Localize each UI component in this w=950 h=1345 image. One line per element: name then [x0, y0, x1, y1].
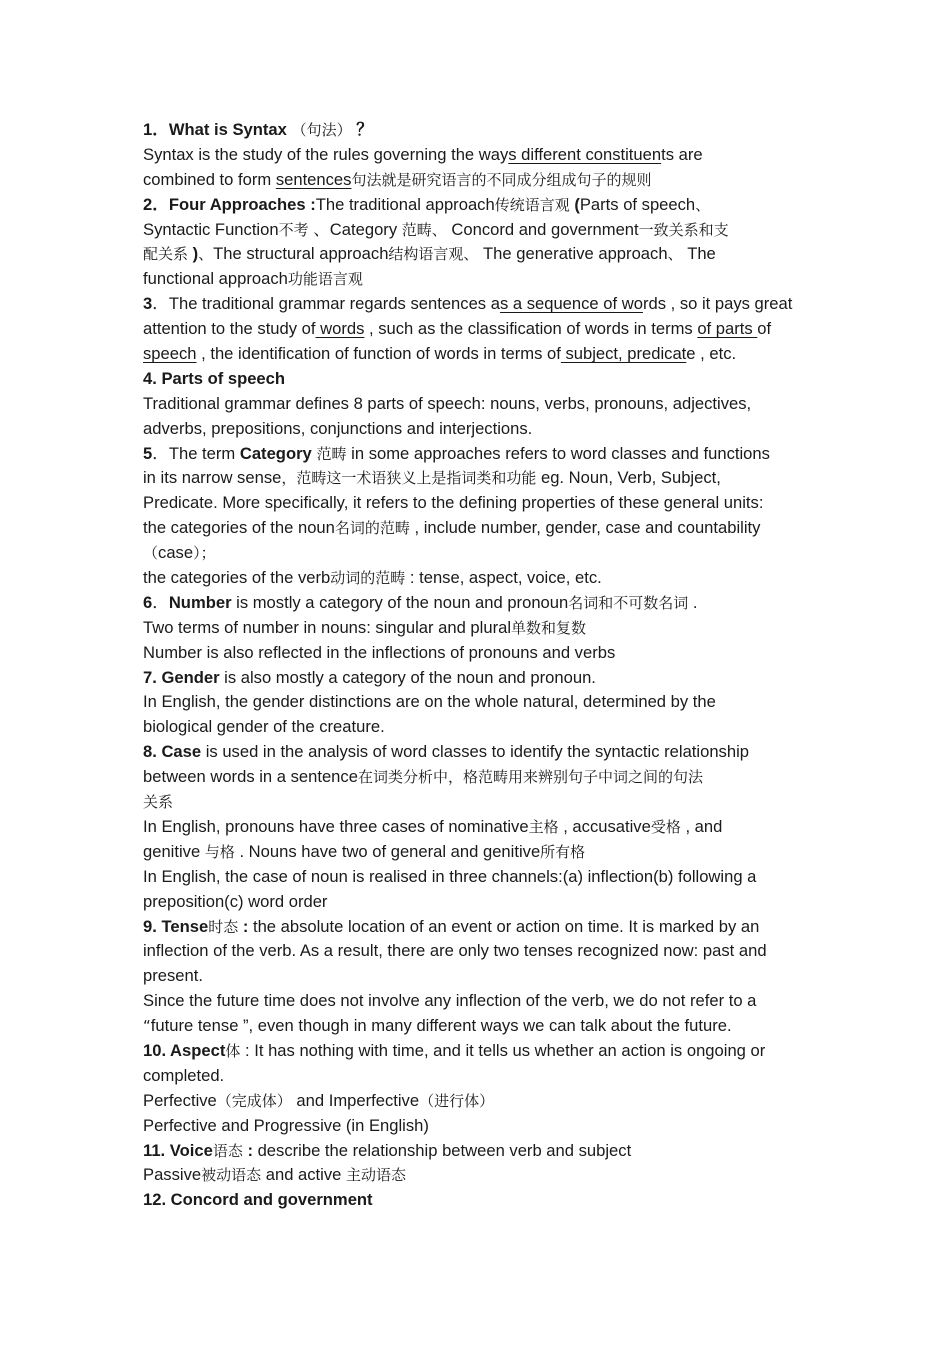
text-run: In English, the gender distinctions are on the whole natural, determined by the [143, 692, 716, 712]
text-line [143, 840, 843, 865]
text-run: Passive [143, 1165, 202, 1185]
text-run: ．The traditional grammar regards sentences a [152, 294, 500, 314]
text-line [143, 392, 843, 417]
text-run: In English, pronouns have three cases of nominative [143, 816, 529, 836]
text-run: 10. Aspect [143, 1040, 226, 1060]
text-run: e , etc. [686, 344, 737, 364]
text-run: combined to form [143, 169, 276, 189]
text-run: 传统语言观 [494, 195, 570, 214]
text-line [143, 939, 843, 964]
document-text [143, 118, 843, 1213]
text-run: 7. Gender [143, 667, 220, 687]
text-run: future tense ”, even though in many different ways we can talk about the future. [150, 1016, 732, 1036]
text-line [143, 367, 843, 392]
text-line [143, 790, 843, 815]
text-run: 11. Voice [143, 1140, 213, 1160]
text-run: 配关系 [143, 245, 189, 264]
text-run: , such as the classification of words in terms [364, 319, 698, 339]
text-run: 体 [225, 1041, 241, 1060]
text-run: Parts of speech [579, 194, 696, 214]
text-run: , accusative [558, 816, 651, 836]
text-line [143, 865, 843, 890]
text-run: 动词的范畴 [330, 569, 406, 588]
text-run: words [315, 319, 365, 339]
text-line [143, 1089, 843, 1114]
text-run: ？ [351, 120, 373, 139]
text-line [143, 442, 843, 467]
text-run: 范畴、 [401, 220, 447, 239]
text-run: 6 [143, 592, 153, 612]
text-run: the categories of the verb [143, 568, 331, 588]
text-run: functional approach [143, 269, 288, 289]
text-line [143, 566, 843, 591]
text-run: Syntactic Function [143, 219, 279, 239]
text-run: . [688, 592, 698, 612]
text-run: 1． [143, 120, 169, 139]
text-line [143, 143, 843, 168]
text-run: （完成体） [216, 1091, 292, 1110]
text-run: 语态 [212, 1141, 243, 1160]
text-run: 、Category [308, 219, 402, 239]
text-run: Concord and government [446, 219, 639, 239]
text-run: eg. Noun, Verb, Subject, [536, 468, 721, 488]
text-run: ）； [193, 544, 216, 563]
text-run: The [682, 244, 716, 264]
text-run: Number [168, 592, 232, 612]
text-line [143, 1064, 843, 1089]
text-line [143, 1163, 843, 1188]
text-run: : [238, 916, 249, 936]
text-run: 4. Parts of speech [143, 368, 286, 388]
text-run: Traditional grammar defines 8 parts of speech: nouns, verbs, pronouns, adjectives, [143, 393, 752, 413]
text-run: : tense, aspect, voice, etc. [405, 568, 602, 588]
text-line [143, 292, 843, 317]
text-run: ts are [661, 144, 703, 164]
text-run: and Imperfective [291, 1090, 420, 1110]
text-line [143, 193, 843, 218]
text-run: present. [143, 966, 203, 986]
text-line [143, 118, 843, 143]
text-line [143, 168, 843, 193]
text-run: 功能语言观 [287, 270, 363, 289]
text-run: attention to the study of [143, 319, 316, 339]
text-run: is also mostly a category of the noun and pronoun. [219, 667, 596, 687]
text-line [143, 491, 843, 516]
text-run: 在词类分析中，格范畴用来辨别句子中词之间的句法 [357, 768, 703, 787]
text-run: s a sequence of wo [499, 294, 643, 314]
text-run: in its narrow sense [143, 468, 282, 488]
text-run: 2． [143, 194, 169, 214]
text-run: 9. Tense [143, 916, 209, 936]
text-run: : It has nothing with time, and it tells us whether an action is ongoing or [240, 1040, 766, 1060]
text-run: 、 [695, 195, 711, 214]
text-run: Perfective and Progressive (in English) [143, 1115, 429, 1135]
text-line [143, 989, 843, 1014]
text-run: describe the relationship between verb and subject [252, 1140, 632, 1160]
text-run: 5 [143, 443, 153, 463]
text-run: in some approaches refers to word classes and functions [346, 443, 770, 463]
text-line [143, 641, 843, 666]
text-line [143, 417, 843, 442]
text-run: biological gender of the creature. [143, 717, 385, 737]
text-run: 关系 [143, 793, 174, 812]
text-run: completed. [143, 1065, 225, 1085]
text-run: 名词和不可数名词 [568, 593, 689, 612]
text-run: Since the future time does not involve any inflection of the verb, we do not refer to a [143, 991, 757, 1011]
text-run: , and [680, 816, 723, 836]
text-run: sentences [275, 169, 352, 189]
text-line [143, 342, 843, 367]
text-run: ． [152, 592, 169, 612]
text-run: of [757, 319, 772, 339]
text-run: speech [143, 344, 197, 364]
text-line [143, 317, 843, 342]
text-run: 受格 [650, 817, 681, 836]
text-line [143, 765, 843, 790]
text-run: The structural approach [213, 244, 389, 264]
text-line [143, 541, 843, 566]
text-run: 3 [143, 294, 153, 314]
text-run: ) [188, 244, 199, 264]
text-run: rds , so it pays great [642, 294, 793, 314]
text-run: （句法） [286, 121, 352, 139]
text-run: 、 [198, 245, 214, 264]
text-line [143, 1114, 843, 1139]
text-run: 与格 [204, 842, 235, 861]
text-run: 结构语言观、 [388, 245, 479, 264]
text-line [143, 1188, 843, 1213]
text-run: 句法就是研究语言的不同成分组成句子的规则 [351, 170, 652, 189]
text-run: Two terms of number in nouns: singular and plural [143, 617, 512, 637]
text-line [143, 218, 843, 243]
text-line [143, 1139, 843, 1164]
text-line [143, 616, 843, 641]
text-run: 单数和复数 [511, 618, 587, 637]
text-line [143, 715, 843, 740]
text-run: case [158, 543, 194, 563]
text-run: is mostly a category of the noun and pronoun [231, 592, 569, 612]
text-run: the categories of the noun [143, 518, 335, 538]
text-run: 时态 [208, 917, 239, 936]
text-run: The generative approach [478, 244, 668, 264]
text-line [143, 890, 843, 915]
text-run: of parts [697, 319, 758, 339]
text-run: 所有格 [540, 842, 586, 861]
text-run: 12. Concord and government [143, 1190, 373, 1210]
text-run: is used in the analysis of word classes to identify the syntactic relationship [201, 742, 749, 762]
text-line [143, 591, 843, 616]
text-run: Syntax is the study of the rules governing the way [143, 144, 509, 164]
text-line [143, 964, 843, 989]
text-run: 、 [667, 245, 683, 264]
text-line [143, 1014, 843, 1039]
text-run: , the identification of function of words in terms of [196, 344, 561, 364]
text-run: （进行体） [419, 1091, 495, 1110]
text-run: ( [569, 194, 580, 214]
text-line [143, 666, 843, 691]
text-run: between words in a sentence [143, 767, 358, 787]
text-run: In English, the case of noun is realised in three channels:(a) inflection(b) following a [143, 866, 757, 886]
text-run: 一致关系和支 [638, 220, 729, 239]
text-run: 主格 [528, 817, 559, 836]
text-run: subject, predicat [560, 344, 687, 364]
text-run: “ [143, 1017, 151, 1036]
text-run: ，范畴这一术语狭义上是指词类和功能 [281, 469, 537, 488]
text-line [143, 267, 843, 292]
text-run: , include number, gender, case and countability [409, 518, 761, 538]
text-run: （ [143, 544, 159, 563]
text-run: 主动语态 [346, 1166, 407, 1185]
text-run: adverbs, prepositions, conjunctions and interjections. [143, 418, 533, 438]
text-run: Predicate. More specifically, it refers to the defining properties of these general units: [143, 493, 764, 513]
text-line [143, 740, 843, 765]
text-line [143, 516, 843, 541]
text-line [143, 915, 843, 940]
text-run: genitive [143, 841, 205, 861]
text-run: 被动语态 [201, 1166, 262, 1185]
text-run: inflection of the verb. As a result, there are only two tenses recognized now: past and [143, 941, 767, 961]
text-run: 范畴 [311, 444, 347, 463]
text-run: What is Syntax [168, 120, 287, 139]
text-run: s different constituen [508, 144, 662, 164]
text-line [143, 466, 843, 491]
text-run: 名词的范畴 [334, 519, 410, 538]
text-run: The traditional approach [315, 194, 495, 214]
text-line [143, 242, 843, 267]
text-run: ．The term [152, 443, 240, 463]
text-run: : [242, 1140, 253, 1160]
text-run: . Nouns have two of general and genitive [234, 841, 541, 861]
text-run: Four Approaches : [168, 194, 316, 214]
text-run: 8. Case [143, 742, 202, 762]
text-run: 不考 [278, 220, 309, 239]
text-run: Number is also reflected in the inflections of pronouns and verbs [143, 642, 616, 662]
text-run: Category [239, 443, 312, 463]
text-line [143, 815, 843, 840]
text-run: the absolute location of an event or action on time. It is marked by an [248, 916, 760, 936]
text-run: and active [261, 1165, 346, 1185]
text-line [143, 690, 843, 715]
text-run: Perfective [143, 1090, 217, 1110]
text-line [143, 1039, 843, 1064]
text-run: preposition(c) word order [143, 891, 328, 911]
